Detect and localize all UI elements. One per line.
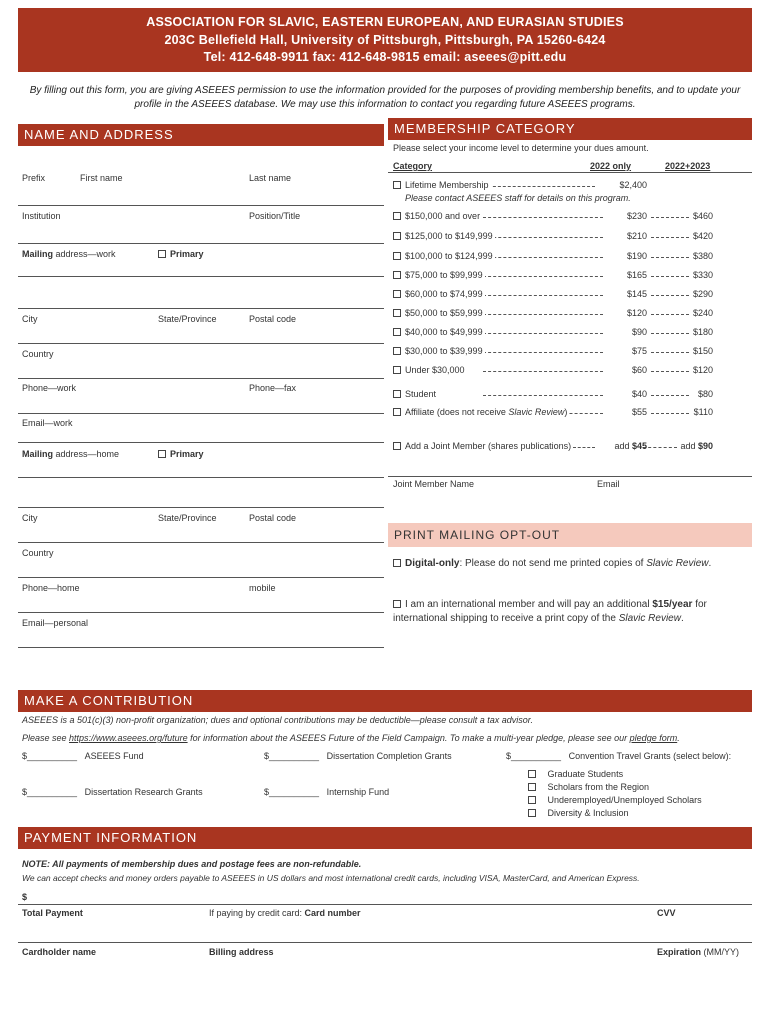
total-payment-label: Total Payment xyxy=(22,908,83,918)
state-home-label: State/Province xyxy=(158,513,217,523)
section-title: NAME AND ADDRESS xyxy=(24,127,174,142)
checkbox-icon[interactable] xyxy=(393,252,401,260)
price-2022: $90 xyxy=(631,327,647,337)
section-title: MAKE A CONTRIBUTION xyxy=(24,693,194,708)
divider xyxy=(18,378,384,379)
checkbox-icon[interactable] xyxy=(393,232,401,240)
last-name-label: Last name xyxy=(249,173,292,183)
income-text: $150,000 and over xyxy=(405,211,481,221)
tax-note: ASEEES is a 501(c)(3) non-profit organization; dues and optional contributions may be deductible—please consult a tax advisor. xyxy=(22,715,533,725)
divider xyxy=(18,308,384,309)
contribution-header xyxy=(18,690,752,712)
divider xyxy=(18,612,384,613)
refund-note: NOTE: All payments of membership dues and postage fees are non-refundable. xyxy=(22,859,362,869)
col-category: Category xyxy=(393,161,433,171)
income-row[interactable] xyxy=(393,365,713,378)
price-2023: $180 xyxy=(692,327,713,337)
divider xyxy=(388,172,752,173)
joint-price-2022 xyxy=(603,441,647,451)
checkbox-icon[interactable] xyxy=(528,783,536,791)
divider xyxy=(18,442,384,443)
travel-option-region[interactable] xyxy=(528,782,649,792)
email-personal-label: Email—personal xyxy=(22,618,89,628)
leader-dots xyxy=(651,237,689,238)
slavic-review-title: Slavic Review xyxy=(508,407,565,417)
income-row[interactable] xyxy=(393,289,713,302)
header-banner xyxy=(18,8,752,72)
leader-dots xyxy=(483,217,603,218)
leader-dots xyxy=(651,276,689,277)
first-name-label: First name xyxy=(80,173,123,183)
country-home-label: Country xyxy=(22,548,54,558)
accept-note: We can accept checks and money orders payable to ASEEES in US dollars and most international credit cards, including VISA, MasterCard, and American Express. xyxy=(22,873,640,883)
amount-blank[interactable]: $__________ xyxy=(264,787,320,797)
fund-label: Dissertation Completion Grants xyxy=(326,751,452,761)
income-row[interactable] xyxy=(393,270,713,283)
country-work-label: Country xyxy=(22,349,54,359)
future-text: Please see xyxy=(22,733,70,743)
mailing-home-text: address—home xyxy=(53,449,120,459)
postal-work-label: Postal code xyxy=(249,314,297,324)
leader-dots xyxy=(483,276,603,277)
mailing-bold: Mailing xyxy=(22,449,53,459)
divider xyxy=(18,276,384,277)
leader-dots xyxy=(483,257,603,258)
checkbox-icon[interactable] xyxy=(393,328,401,336)
primary-work-checkbox[interactable] xyxy=(158,249,204,259)
slavic-review-title: Slavic Review xyxy=(646,558,709,569)
joint-text: Add a Joint Member (shares publications) xyxy=(405,441,572,451)
divider xyxy=(18,647,384,648)
income-row[interactable] xyxy=(393,308,713,321)
prefix-label: Prefix xyxy=(22,173,46,183)
income-row[interactable] xyxy=(393,231,713,244)
leader-dots xyxy=(483,237,603,238)
section-title: MEMBERSHIP CATEGORY xyxy=(394,121,576,136)
divider xyxy=(18,942,752,943)
leader-dots xyxy=(483,186,595,187)
divider xyxy=(18,542,384,543)
affiliate-text-end: ) xyxy=(564,407,568,417)
travel-option-label: Scholars from the Region xyxy=(547,782,650,792)
divider xyxy=(18,205,384,206)
price-2022: $60 xyxy=(631,365,647,375)
student-label[interactable] xyxy=(393,389,438,399)
leader-dots xyxy=(651,217,689,218)
future-link[interactable]: https://www.aseees.org/future xyxy=(69,733,188,743)
membership-note: Please select your income level to determine your dues amount. xyxy=(393,143,649,153)
leader-dots xyxy=(483,352,603,353)
leader-dots xyxy=(651,413,689,414)
checkbox-icon[interactable] xyxy=(393,600,401,608)
phone-work-label: Phone—work xyxy=(22,383,77,393)
mobile-label: mobile xyxy=(249,583,276,593)
income-label[interactable] xyxy=(393,251,495,261)
postal-home-label: Postal code xyxy=(249,513,297,523)
price: $45 xyxy=(631,441,647,451)
intl-text: I am an international member and will pay an additional xyxy=(405,599,653,610)
leader-dots xyxy=(651,257,689,258)
international-option[interactable]: I am an international member and will pay an additional $15/year for international shipping to receive a print copy of the Slavic Review. xyxy=(393,599,707,624)
income-text: $40,000 to $49,999 xyxy=(405,327,483,337)
checkbox-icon[interactable] xyxy=(158,250,166,258)
checkbox-icon[interactable] xyxy=(393,442,401,450)
income-row[interactable] xyxy=(393,346,713,359)
lifetime-label[interactable] xyxy=(393,180,491,190)
digital-only-option[interactable]: Digital-only: Please do not send me printed copies of Slavic Review. xyxy=(393,558,711,569)
divider xyxy=(18,904,752,905)
leader-dots xyxy=(483,295,603,296)
dissertation-research-field[interactable] xyxy=(22,787,203,797)
primary-label: Primary xyxy=(170,449,204,459)
student-text: Student xyxy=(405,389,437,399)
digital-only-text: : Please do not send me printed copies of xyxy=(459,558,647,569)
income-label[interactable] xyxy=(393,327,485,337)
leader-dots xyxy=(483,395,603,396)
affiliate-row[interactable] xyxy=(393,407,713,420)
leader-dots xyxy=(651,395,689,396)
intl-price: $15/year xyxy=(652,599,693,610)
primary-home-checkbox[interactable] xyxy=(158,449,204,459)
amount-blank[interactable]: $__________ xyxy=(22,751,78,761)
cardholder-label: Cardholder name xyxy=(22,947,97,957)
price-2023: $290 xyxy=(692,289,713,299)
mailing-work-label xyxy=(22,249,116,259)
internship-fund-field[interactable] xyxy=(264,787,389,797)
city-home-label: City xyxy=(22,513,38,523)
name-address-header xyxy=(18,124,384,146)
dissertation-completion-field[interactable] xyxy=(264,751,452,761)
leader-dots xyxy=(643,447,677,448)
checkbox-icon[interactable] xyxy=(393,366,401,374)
divider xyxy=(18,343,384,344)
price-2022: $75 xyxy=(631,346,647,356)
intl-text-end: for international shipping to receive a print copy of the xyxy=(393,599,707,624)
digital-only-bold: Digital-only xyxy=(405,558,460,569)
lifetime-note: Please contact ASEEES staff for details on this program. xyxy=(405,193,631,203)
checkbox-icon[interactable] xyxy=(393,309,401,317)
travel-option-label: Diversity & Inclusion xyxy=(547,808,629,818)
travel-grants-field[interactable] xyxy=(506,751,731,761)
joint-name-label: Joint Member Name xyxy=(393,479,475,489)
divider xyxy=(18,577,384,578)
joint-price-2023 xyxy=(680,441,713,451)
checkbox-icon[interactable] xyxy=(393,212,401,220)
fund-label: Convention Travel Grants (select below): xyxy=(568,751,732,761)
divider xyxy=(18,413,384,414)
institution-label: Institution xyxy=(22,211,61,221)
checkbox-icon[interactable] xyxy=(528,796,536,804)
leader-dots xyxy=(573,447,595,448)
affiliate-label[interactable] xyxy=(393,407,569,417)
price-2022: $120 xyxy=(626,308,647,318)
billing-address-label: Billing address xyxy=(209,947,274,957)
leader-dots xyxy=(483,371,603,372)
intro-text: By filling out this form, you are giving ASEEES permission to use the information provided for the purposes of providing membership benefits, and to update your profile in the ASEEES database. We may use this information to contact you regarding future ASEEES programs. xyxy=(29,85,741,110)
amount-blank[interactable]: $__________ xyxy=(22,787,78,797)
price-2022: $40 xyxy=(631,389,647,399)
checkbox-icon[interactable] xyxy=(393,408,401,416)
price-2022: $55 xyxy=(631,407,647,417)
checkbox-icon[interactable] xyxy=(393,181,401,189)
checkbox-icon[interactable] xyxy=(393,290,401,298)
price-2022: $210 xyxy=(626,231,647,241)
mailing-work-text: address—work xyxy=(53,249,116,259)
income-text: $60,000 to $74,999 xyxy=(405,289,483,299)
expiration-label xyxy=(657,947,739,957)
price-2023: $110 xyxy=(693,407,713,417)
checkbox-icon[interactable] xyxy=(393,347,401,355)
lifetime-text: Lifetime Membership xyxy=(405,180,489,190)
travel-option-label: Underemployed/Unemployed Scholars xyxy=(547,795,702,805)
checkbox-icon[interactable] xyxy=(528,770,536,778)
price-2023: $330 xyxy=(692,270,713,280)
card-pre: If paying by credit card: xyxy=(209,908,305,918)
payment-header xyxy=(18,827,752,849)
divider xyxy=(18,477,384,478)
position-label: Position/Title xyxy=(249,211,301,221)
section-title: PRINT MAILING OPT-OUT xyxy=(394,528,561,542)
slavic-review-title: Slavic Review xyxy=(618,613,681,624)
fund-label: Internship Fund xyxy=(326,787,390,797)
price-2022: $230 xyxy=(626,211,647,221)
checkbox-icon[interactable] xyxy=(393,390,401,398)
checkbox-icon[interactable] xyxy=(393,271,401,279)
price-2022: $165 xyxy=(626,270,647,280)
fund-label: Dissertation Research Grants xyxy=(84,787,203,797)
income-label[interactable] xyxy=(393,346,485,356)
dollar-sign: $ xyxy=(22,892,28,902)
future-text-end: . xyxy=(677,733,680,743)
checkbox-icon[interactable] xyxy=(158,450,166,458)
lifetime-row[interactable] xyxy=(393,180,713,193)
travel-option-diversity[interactable] xyxy=(528,808,629,818)
leader-dots xyxy=(651,295,689,296)
leader-dots xyxy=(483,314,603,315)
add-text: add xyxy=(614,441,632,451)
org-name: ASSOCIATION FOR SLAVIC, EASTERN EUROPEAN, AND EURASIAN STUDIES xyxy=(146,15,624,29)
joint-row[interactable] xyxy=(393,441,713,454)
travel-option-label: Graduate Students xyxy=(547,769,624,779)
future-text-mid: for information about the ASEEES Future of the Field Campaign. To make a multi-year pledge, please see our xyxy=(187,733,630,743)
price-2022: $145 xyxy=(626,289,647,299)
price-2023: $240 xyxy=(692,308,713,318)
income-label[interactable] xyxy=(393,289,485,299)
income-text: Under $30,000 xyxy=(405,365,465,375)
income-text: $30,000 to $39,999 xyxy=(405,346,483,356)
income-label[interactable] xyxy=(393,211,482,221)
income-row[interactable] xyxy=(393,251,713,264)
leader-dots xyxy=(651,333,689,334)
income-label[interactable] xyxy=(393,231,495,241)
income-label[interactable] xyxy=(393,365,467,375)
income-row[interactable] xyxy=(393,327,713,340)
primary-label: Primary xyxy=(170,249,204,259)
income-row[interactable] xyxy=(393,211,713,224)
joint-email-label: Email xyxy=(597,479,620,489)
cvv-label: CVV xyxy=(657,908,676,918)
email-work-label: Email—work xyxy=(22,418,73,428)
checkbox-icon[interactable] xyxy=(393,559,401,567)
add-text: add xyxy=(680,441,698,451)
income-text: $75,000 to $99,999 xyxy=(405,270,483,280)
card-bold: Card number xyxy=(304,908,361,918)
pledge-form-link[interactable]: pledge form xyxy=(629,733,678,743)
price-2023: $150 xyxy=(692,346,713,356)
membership-header xyxy=(388,118,752,140)
col-2022: 2022 only xyxy=(590,161,632,171)
aseees-fund-field[interactable] xyxy=(22,751,144,761)
travel-option-underemployed[interactable] xyxy=(528,795,702,805)
org-address: 203C Bellefield Hall, University of Pittsburgh, Pittsburgh, PA 15260-6424 xyxy=(164,32,606,47)
exp-bold: Expiration xyxy=(657,947,702,957)
leader-dots xyxy=(483,333,603,334)
student-row[interactable] xyxy=(393,389,713,402)
price-2023: $120 xyxy=(692,365,713,375)
price-2022: $190 xyxy=(626,251,647,261)
exp-rest: (MM/YY) xyxy=(701,947,740,957)
price-2023: $380 xyxy=(692,251,713,261)
future-note xyxy=(22,733,680,743)
affiliate-text: Affiliate (does not receive xyxy=(405,407,509,417)
leader-dots xyxy=(651,371,689,372)
price: $90 xyxy=(697,441,713,451)
income-text: $100,000 to $124,999 xyxy=(405,251,493,261)
price-2023: $80 xyxy=(697,389,713,399)
leader-dots xyxy=(651,314,689,315)
lifetime-price: $2,400 xyxy=(619,180,647,190)
card-number-label xyxy=(209,908,361,918)
joint-label[interactable] xyxy=(393,441,573,451)
mailing-home-label xyxy=(22,449,119,459)
income-label[interactable] xyxy=(393,270,485,280)
amount-blank[interactable]: $__________ xyxy=(506,751,562,761)
price-2023: $460 xyxy=(692,211,713,221)
divider xyxy=(388,476,752,477)
travel-option-graduate[interactable] xyxy=(528,769,623,779)
leader-dots xyxy=(651,352,689,353)
income-label[interactable] xyxy=(393,308,485,318)
optout-header xyxy=(388,523,752,547)
price-2023: $420 xyxy=(692,231,713,241)
checkbox-icon[interactable] xyxy=(528,809,536,817)
divider xyxy=(18,243,384,244)
col-2023: 2022+2023 xyxy=(665,161,711,171)
phone-fax-label: Phone—fax xyxy=(249,383,297,393)
income-text: $125,000 to $149,999 xyxy=(405,231,493,241)
phone-home-label: Phone—home xyxy=(22,583,80,593)
divider xyxy=(18,507,384,508)
state-work-label: State/Province xyxy=(158,314,217,324)
income-text: $50,000 to $59,999 xyxy=(405,308,483,318)
fund-label: ASEEES Fund xyxy=(84,751,144,761)
section-title: PAYMENT INFORMATION xyxy=(24,830,198,845)
mailing-bold: Mailing xyxy=(22,249,53,259)
amount-blank[interactable]: $__________ xyxy=(264,751,320,761)
city-work-label: City xyxy=(22,314,38,324)
org-contact: Tel: 412-648-9911 fax: 412-648-9815 email: aseees@pitt.edu xyxy=(203,50,567,64)
